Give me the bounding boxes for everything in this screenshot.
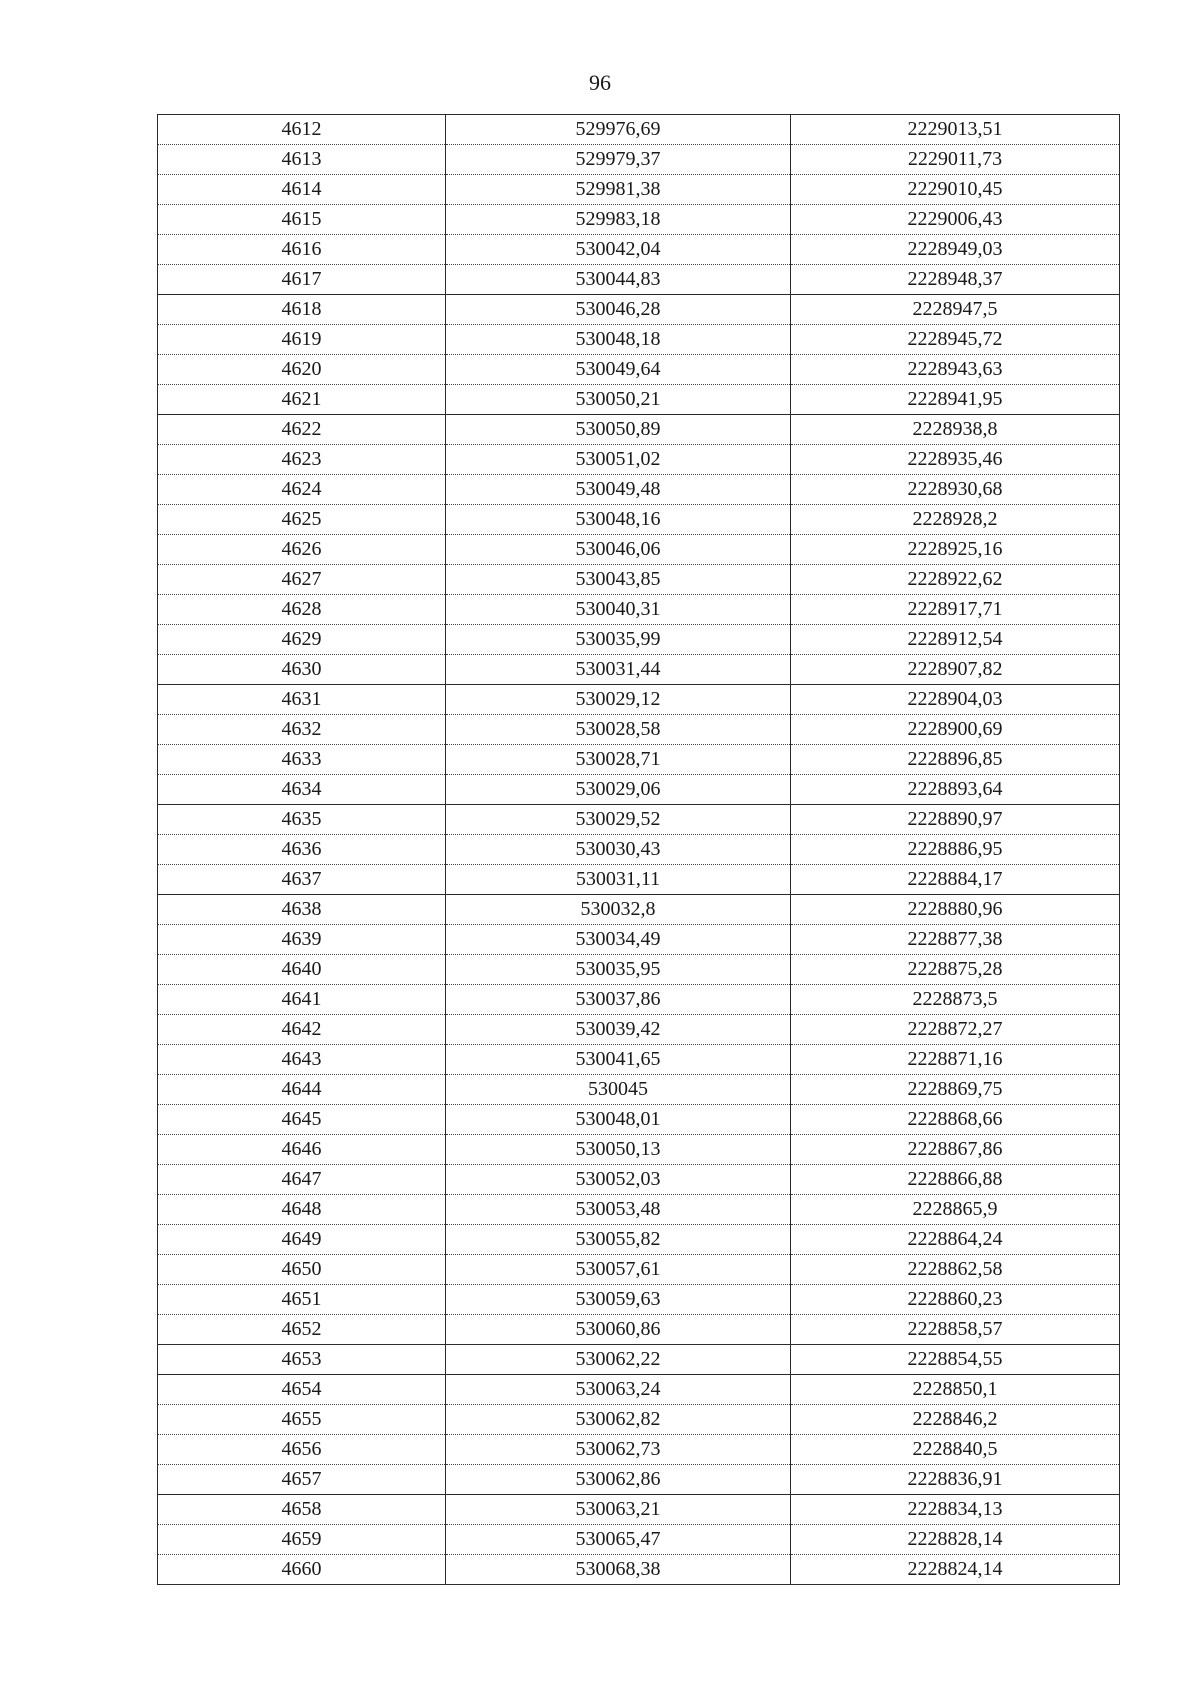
x-coordinate-cell: 530050,21 — [446, 385, 791, 415]
y-coordinate-cell: 2228846,2 — [791, 1405, 1120, 1435]
table-row — [158, 1285, 1120, 1315]
table-row — [158, 835, 1120, 865]
coordinates-table-body — [158, 115, 1120, 1585]
x-coordinate-cell: 530030,43 — [446, 835, 791, 865]
y-coordinate-cell: 2228866,88 — [791, 1165, 1120, 1195]
y-coordinate-cell: 2228912,54 — [791, 625, 1120, 655]
point-number-cell: 4651 — [158, 1285, 446, 1315]
y-coordinate-cell: 2229010,45 — [791, 175, 1120, 205]
table-row — [158, 1345, 1120, 1375]
point-number-cell: 4629 — [158, 625, 446, 655]
x-coordinate-cell: 530051,02 — [446, 445, 791, 475]
y-coordinate-cell: 2228907,82 — [791, 655, 1120, 685]
point-number-cell: 4653 — [158, 1345, 446, 1375]
table-row — [158, 985, 1120, 1015]
x-coordinate-cell: 530048,16 — [446, 505, 791, 535]
x-coordinate-cell: 530052,03 — [446, 1165, 791, 1195]
y-coordinate-cell: 2229011,73 — [791, 145, 1120, 175]
x-coordinate-cell: 530031,44 — [446, 655, 791, 685]
page-number: 96 — [589, 70, 611, 95]
point-number-cell: 4645 — [158, 1105, 446, 1135]
point-number-cell: 4620 — [158, 355, 446, 385]
table-row — [158, 715, 1120, 745]
point-number-cell: 4633 — [158, 745, 446, 775]
x-coordinate-cell: 530040,31 — [446, 595, 791, 625]
y-coordinate-cell: 2229006,43 — [791, 205, 1120, 235]
table-row — [158, 325, 1120, 355]
x-coordinate-cell: 530046,06 — [446, 535, 791, 565]
y-coordinate-cell: 2228824,14 — [791, 1555, 1120, 1585]
point-number-cell: 4621 — [158, 385, 446, 415]
point-number-cell: 4655 — [158, 1405, 446, 1435]
x-coordinate-cell: 530043,85 — [446, 565, 791, 595]
x-coordinate-cell: 529979,37 — [446, 145, 791, 175]
x-coordinate-cell: 529976,69 — [446, 115, 791, 145]
table-row — [158, 775, 1120, 805]
x-coordinate-cell: 530062,86 — [446, 1465, 791, 1495]
x-coordinate-cell: 530029,06 — [446, 775, 791, 805]
point-number-cell: 4641 — [158, 985, 446, 1015]
point-number-cell: 4617 — [158, 265, 446, 295]
point-number-cell: 4613 — [158, 145, 446, 175]
table-row — [158, 1465, 1120, 1495]
x-coordinate-cell: 529981,38 — [446, 175, 791, 205]
x-coordinate-cell: 530050,89 — [446, 415, 791, 445]
table-row — [158, 805, 1120, 835]
point-number-cell: 4623 — [158, 445, 446, 475]
table-row — [158, 1405, 1120, 1435]
y-coordinate-cell: 2228935,46 — [791, 445, 1120, 475]
table-row — [158, 415, 1120, 445]
point-number-cell: 4640 — [158, 955, 446, 985]
point-number-cell: 4631 — [158, 685, 446, 715]
y-coordinate-cell: 2228945,72 — [791, 325, 1120, 355]
y-coordinate-cell: 2228869,75 — [791, 1075, 1120, 1105]
table-row — [158, 1015, 1120, 1045]
x-coordinate-cell: 530042,04 — [446, 235, 791, 265]
x-coordinate-cell: 530060,86 — [446, 1315, 791, 1345]
point-number-cell: 4660 — [158, 1555, 446, 1585]
x-coordinate-cell: 530044,83 — [446, 265, 791, 295]
x-coordinate-cell: 530028,71 — [446, 745, 791, 775]
point-number-cell: 4643 — [158, 1045, 446, 1075]
point-number-cell: 4628 — [158, 595, 446, 625]
point-number-cell: 4635 — [158, 805, 446, 835]
point-number-cell: 4647 — [158, 1165, 446, 1195]
table-row — [158, 1435, 1120, 1465]
y-coordinate-cell: 2228947,5 — [791, 295, 1120, 325]
x-coordinate-cell: 530062,73 — [446, 1435, 791, 1465]
table-row — [158, 595, 1120, 625]
y-coordinate-cell: 2228872,27 — [791, 1015, 1120, 1045]
y-coordinate-cell: 2228858,57 — [791, 1315, 1120, 1345]
y-coordinate-cell: 2228864,24 — [791, 1225, 1120, 1255]
point-number-cell: 4614 — [158, 175, 446, 205]
x-coordinate-cell: 529983,18 — [446, 205, 791, 235]
y-coordinate-cell: 2228836,91 — [791, 1465, 1120, 1495]
y-coordinate-cell: 2228948,37 — [791, 265, 1120, 295]
table-row — [158, 745, 1120, 775]
table-row — [158, 1165, 1120, 1195]
y-coordinate-cell: 2228840,5 — [791, 1435, 1120, 1465]
table-row — [158, 1135, 1120, 1165]
x-coordinate-cell: 530063,24 — [446, 1375, 791, 1405]
table-row — [158, 895, 1120, 925]
y-coordinate-cell: 2228938,8 — [791, 415, 1120, 445]
point-number-cell: 4637 — [158, 865, 446, 895]
y-coordinate-cell: 2228854,55 — [791, 1345, 1120, 1375]
table-row — [158, 1495, 1120, 1525]
table-row — [158, 865, 1120, 895]
point-number-cell: 4622 — [158, 415, 446, 445]
point-number-cell: 4624 — [158, 475, 446, 505]
point-number-cell: 4657 — [158, 1465, 446, 1495]
table-row — [158, 115, 1120, 145]
table-row — [158, 295, 1120, 325]
point-number-cell: 4652 — [158, 1315, 446, 1345]
table-row — [158, 955, 1120, 985]
y-coordinate-cell: 2228893,64 — [791, 775, 1120, 805]
point-number-cell: 4646 — [158, 1135, 446, 1165]
y-coordinate-cell: 2228941,95 — [791, 385, 1120, 415]
x-coordinate-cell: 530029,12 — [446, 685, 791, 715]
y-coordinate-cell: 2228904,03 — [791, 685, 1120, 715]
table-row — [158, 385, 1120, 415]
x-coordinate-cell: 530035,99 — [446, 625, 791, 655]
table-row — [158, 565, 1120, 595]
table-row — [158, 655, 1120, 685]
table-row — [158, 625, 1120, 655]
y-coordinate-cell: 2228922,62 — [791, 565, 1120, 595]
y-coordinate-cell: 2228900,69 — [791, 715, 1120, 745]
y-coordinate-cell: 2228850,1 — [791, 1375, 1120, 1405]
point-number-cell: 4650 — [158, 1255, 446, 1285]
y-coordinate-cell: 2228860,23 — [791, 1285, 1120, 1315]
x-coordinate-cell: 530063,21 — [446, 1495, 791, 1525]
x-coordinate-cell: 530065,47 — [446, 1525, 791, 1555]
table-row — [158, 265, 1120, 295]
table-row — [158, 1315, 1120, 1345]
x-coordinate-cell: 530032,8 — [446, 895, 791, 925]
y-coordinate-cell: 2228949,03 — [791, 235, 1120, 265]
y-coordinate-cell: 2228886,95 — [791, 835, 1120, 865]
x-coordinate-cell: 530049,64 — [446, 355, 791, 385]
table-row — [158, 145, 1120, 175]
table-row — [158, 1255, 1120, 1285]
y-coordinate-cell: 2228877,38 — [791, 925, 1120, 955]
y-coordinate-cell: 2228928,2 — [791, 505, 1120, 535]
point-number-cell: 4616 — [158, 235, 446, 265]
x-coordinate-cell: 530049,48 — [446, 475, 791, 505]
table-row — [158, 475, 1120, 505]
table-row — [158, 235, 1120, 265]
table-row — [158, 925, 1120, 955]
table-row — [158, 535, 1120, 565]
y-coordinate-cell: 2228862,58 — [791, 1255, 1120, 1285]
point-number-cell: 4625 — [158, 505, 446, 535]
y-coordinate-cell: 2228865,9 — [791, 1195, 1120, 1225]
y-coordinate-cell: 2229013,51 — [791, 115, 1120, 145]
point-number-cell: 4634 — [158, 775, 446, 805]
y-coordinate-cell: 2228868,66 — [791, 1105, 1120, 1135]
table-row — [158, 1555, 1120, 1585]
table-row — [158, 175, 1120, 205]
y-coordinate-cell: 2228834,13 — [791, 1495, 1120, 1525]
point-number-cell: 4659 — [158, 1525, 446, 1555]
point-number-cell: 4649 — [158, 1225, 446, 1255]
y-coordinate-cell: 2228943,63 — [791, 355, 1120, 385]
table-row — [158, 445, 1120, 475]
table-row — [158, 355, 1120, 385]
y-coordinate-cell: 2228890,97 — [791, 805, 1120, 835]
x-coordinate-cell: 530041,65 — [446, 1045, 791, 1075]
x-coordinate-cell: 530055,82 — [446, 1225, 791, 1255]
y-coordinate-cell: 2228873,5 — [791, 985, 1120, 1015]
x-coordinate-cell: 530048,18 — [446, 325, 791, 355]
y-coordinate-cell: 2228875,28 — [791, 955, 1120, 985]
x-coordinate-cell: 530039,42 — [446, 1015, 791, 1045]
point-number-cell: 4654 — [158, 1375, 446, 1405]
point-number-cell: 4656 — [158, 1435, 446, 1465]
table-row — [158, 1045, 1120, 1075]
table-row — [158, 1375, 1120, 1405]
y-coordinate-cell: 2228925,16 — [791, 535, 1120, 565]
point-number-cell: 4632 — [158, 715, 446, 745]
point-number-cell: 4642 — [158, 1015, 446, 1045]
point-number-cell: 4648 — [158, 1195, 446, 1225]
x-coordinate-cell: 530057,61 — [446, 1255, 791, 1285]
x-coordinate-cell: 530028,58 — [446, 715, 791, 745]
x-coordinate-cell: 530053,48 — [446, 1195, 791, 1225]
x-coordinate-cell: 530031,11 — [446, 865, 791, 895]
point-number-cell: 4636 — [158, 835, 446, 865]
y-coordinate-cell: 2228880,96 — [791, 895, 1120, 925]
point-number-cell: 4639 — [158, 925, 446, 955]
x-coordinate-cell: 530062,82 — [446, 1405, 791, 1435]
y-coordinate-cell: 2228884,17 — [791, 865, 1120, 895]
point-number-cell: 4618 — [158, 295, 446, 325]
table-row — [158, 1075, 1120, 1105]
point-number-cell: 4619 — [158, 325, 446, 355]
point-number-cell: 4615 — [158, 205, 446, 235]
x-coordinate-cell: 530048,01 — [446, 1105, 791, 1135]
x-coordinate-cell: 530050,13 — [446, 1135, 791, 1165]
x-coordinate-cell: 530062,22 — [446, 1345, 791, 1375]
point-number-cell: 4644 — [158, 1075, 446, 1105]
table-row — [158, 1525, 1120, 1555]
y-coordinate-cell: 2228917,71 — [791, 595, 1120, 625]
coordinates-table — [157, 114, 1120, 1585]
x-coordinate-cell: 530045 — [446, 1075, 791, 1105]
x-coordinate-cell: 530068,38 — [446, 1555, 791, 1585]
table-row — [158, 685, 1120, 715]
y-coordinate-cell: 2228828,14 — [791, 1525, 1120, 1555]
x-coordinate-cell: 530035,95 — [446, 955, 791, 985]
x-coordinate-cell: 530037,86 — [446, 985, 791, 1015]
point-number-cell: 4638 — [158, 895, 446, 925]
y-coordinate-cell: 2228871,16 — [791, 1045, 1120, 1075]
y-coordinate-cell: 2228930,68 — [791, 475, 1120, 505]
x-coordinate-cell: 530029,52 — [446, 805, 791, 835]
point-number-cell: 4626 — [158, 535, 446, 565]
point-number-cell: 4630 — [158, 655, 446, 685]
table-row — [158, 1195, 1120, 1225]
x-coordinate-cell: 530034,49 — [446, 925, 791, 955]
y-coordinate-cell: 2228867,86 — [791, 1135, 1120, 1165]
point-number-cell: 4612 — [158, 115, 446, 145]
x-coordinate-cell: 530059,63 — [446, 1285, 791, 1315]
x-coordinate-cell: 530046,28 — [446, 295, 791, 325]
table-row — [158, 1225, 1120, 1255]
point-number-cell: 4627 — [158, 565, 446, 595]
y-coordinate-cell: 2228896,85 — [791, 745, 1120, 775]
table-row — [158, 505, 1120, 535]
point-number-cell: 4658 — [158, 1495, 446, 1525]
table-row — [158, 205, 1120, 235]
table-row — [158, 1105, 1120, 1135]
